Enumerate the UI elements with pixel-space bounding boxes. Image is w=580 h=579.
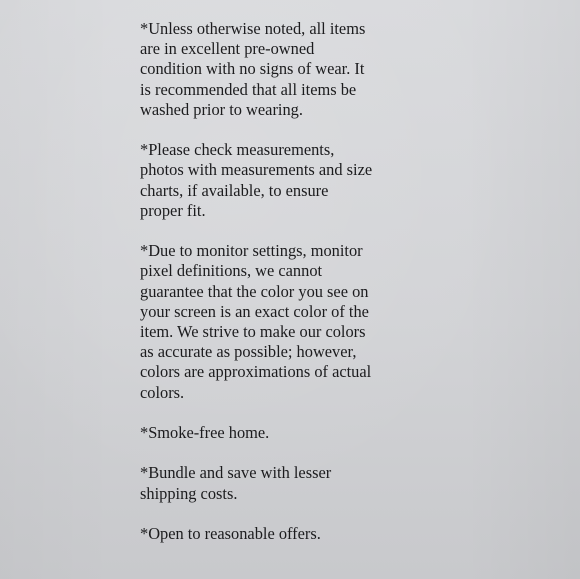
bundle-notice: *Bundle and save with lesser shipping costs. <box>140 463 332 503</box>
offers-notice: *Open to reasonable offers. <box>140 524 321 543</box>
notice-text-block <box>140 19 540 544</box>
measurements-notice: *Please check measurements, photos with measurements and size charts, if available, to ensure proper fit. <box>140 140 373 220</box>
color-disclaimer: *Due to monitor settings, monitor pixel definitions, we cannot guarantee that the color you see on your screen is an exact color of the item. We strive to make our colors as accurate as possible; however, colors are approximations of actual colors. <box>140 241 372 402</box>
condition-notice: *Unless otherwise noted, all items are in excellent pre-owned condition with no signs of wear. It is recommended that all items be washed prior to wearing. <box>140 19 366 119</box>
smoke-free-notice: *Smoke-free home. <box>140 423 270 443</box>
